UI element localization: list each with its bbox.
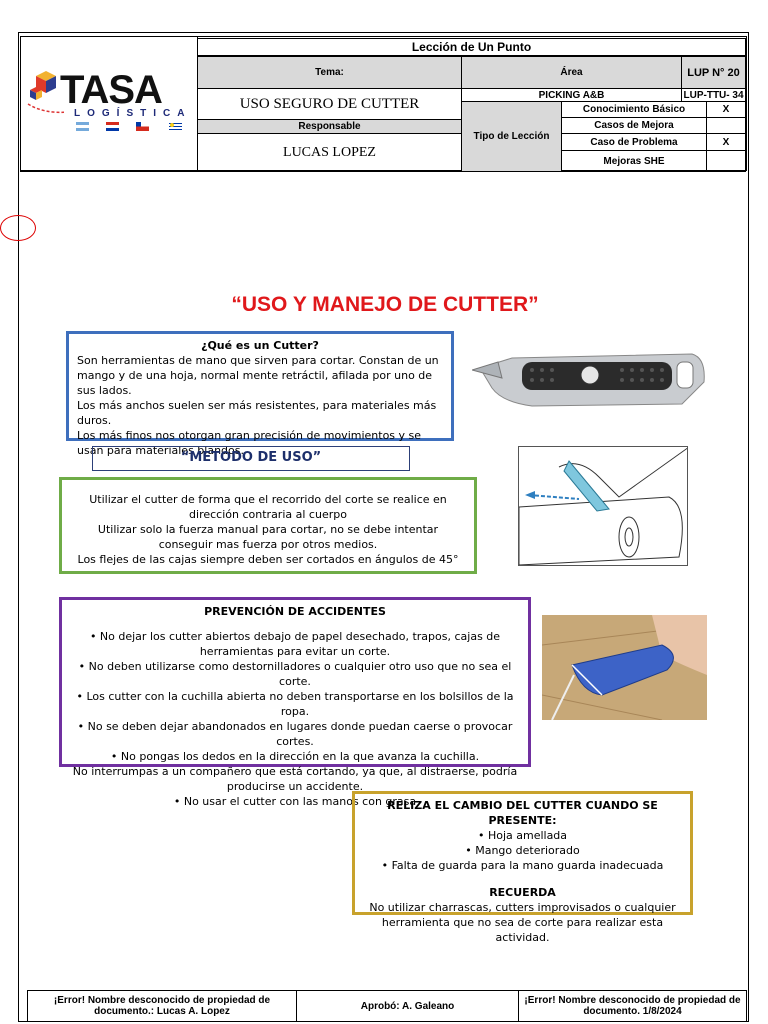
tipo-mejoras-she: Mejoras SHE: [561, 150, 707, 172]
tasa-logo: [24, 58, 194, 138]
metodo-item: Los flejes de las cajas siempre deben ser cortados en ángulos de 45°: [77, 553, 459, 566]
cutter-image: [472, 348, 708, 414]
annotation-circle: [0, 215, 36, 241]
area-value: PICKING A&B: [461, 88, 682, 102]
tema-label: Tema:: [197, 56, 462, 89]
argentina-flag-icon: [76, 122, 89, 131]
main-title: “USO Y MANEJO DE CUTTER”: [231, 293, 539, 316]
que-es-heading: ¿Qué es un Cutter?: [201, 339, 319, 352]
tipo-leccion-label: Tipo de Lección: [461, 101, 562, 172]
tipo-casos-de-mejora: Casos de Mejora: [561, 117, 707, 134]
tipo-casos-de-mejora-mark: [706, 117, 746, 134]
cutting-illustration: [518, 446, 688, 566]
prevencion-item: • No usar el cutter con las manos con grasa: [173, 795, 417, 808]
footer-left: ¡Error! Nombre desconocido de propiedad de documento.: Lucas A. Lopez: [27, 990, 297, 1022]
area-label: Área: [461, 56, 682, 89]
tema-value: USO SEGURO DE CUTTER: [197, 88, 462, 120]
cambio-item: • Hoja amellada: [477, 829, 568, 842]
safety-cutter-photo: [542, 615, 707, 720]
tipo-conocimiento-basico-mark: X: [706, 101, 746, 118]
metodo-de-uso-box: [59, 477, 477, 574]
header-title: Lección de Un Punto: [197, 38, 746, 56]
tipo-mejoras-she-mark: [706, 150, 746, 172]
cambio-heading: RELIZA EL CAMBIO DEL CUTTER CUANDO SE PRESENTE:: [387, 799, 658, 827]
logo-subtitle: LOGÍSTICA: [74, 108, 192, 119]
tipo-caso-de-problema-mark: X: [706, 133, 746, 151]
lup-number: LUP N° 20: [681, 56, 746, 89]
recuerda-text: No utilizar charrascas, cutters improvisados o cualquier herramienta que no sea de corte para realizar esta actividad.: [369, 901, 676, 944]
prevencion-item: • No pongas los dedos en la dirección en la que avanza la cuchilla.: [110, 750, 480, 763]
responsable-label: Responsable: [197, 119, 462, 134]
logo-word: TASA: [60, 68, 162, 112]
metodo-item: Utilizar el cutter de forma que el recorrido del corte se realice en dirección contraria al cuerpo: [89, 493, 447, 521]
footer-approved: Aprobó: A. Galeano: [296, 990, 519, 1022]
prevencion-item: • No se deben dejar abandonados en lugares donde puedan caerse o provocar cortes.: [77, 720, 513, 748]
recuerda-heading: RECUERDA: [489, 886, 556, 899]
prevencion-item: • No dejar los cutter abiertos debajo de papel desechado, trapos, cajas de herramientas para evitar un corte.: [89, 630, 501, 658]
tipo-caso-de-problema: Caso de Problema: [561, 133, 707, 151]
que-es-line: Los más anchos suelen ser más resistentes, para materiales más duros.: [77, 399, 437, 427]
lup-code: LUP-TTU- 34: [681, 88, 746, 102]
uruguay-flag-icon: [169, 122, 182, 131]
prevencion-item: No interrumpas a un compañero que está cortando, ya que, al distraerse, podría producirse un accidente.: [72, 765, 518, 793]
cambio-item: • Mango deteriorado: [465, 844, 580, 857]
paraguay-flag-icon: [106, 122, 119, 131]
metodo-item: Utilizar solo la fuerza manual para cortar, no se debe intentar conseguir mas fuerza por otros medios.: [97, 523, 439, 551]
cambio-item: • Falta de guarda para la mano guarda inadecuada: [381, 859, 664, 872]
prevencion-item: • Los cutter con la cuchilla abierta no deben transportarse en los bolsillos de la ropa.: [76, 690, 514, 718]
prevencion-accidentes-box: [59, 597, 531, 808]
cube-logo-icon: [24, 68, 64, 118]
responsable-value: LUCAS LOPEZ: [197, 133, 462, 172]
footer-right: ¡Error! Nombre desconocido de propiedad de documento. 1/8/2024: [518, 990, 747, 1022]
chile-flag-icon: [136, 122, 149, 131]
prevencion-heading: PREVENCIÓN DE ACCIDENTES: [204, 605, 386, 618]
prevencion-item: • No deben utilizarse como destornilladores o cualquier otro uso que no sea el corte.: [78, 660, 512, 688]
que-es-line: Son herramientas de mano que sirven para cortar. Constan de un mango y de una hoja, normal mente retráctil, afilada por uno de sus lados.: [77, 354, 439, 397]
metodo-de-uso-heading: “METODO DE USO”: [92, 446, 410, 471]
tipo-conocimiento-basico: Conocimiento Básico: [561, 101, 707, 118]
cambio-cutter-box: [352, 791, 693, 944]
que-es-cutter-box: [66, 331, 454, 457]
que-es-line: Los más finos nos otorgan gran precisión de movimientos y se usan para materiales blandos.: [77, 429, 422, 457]
